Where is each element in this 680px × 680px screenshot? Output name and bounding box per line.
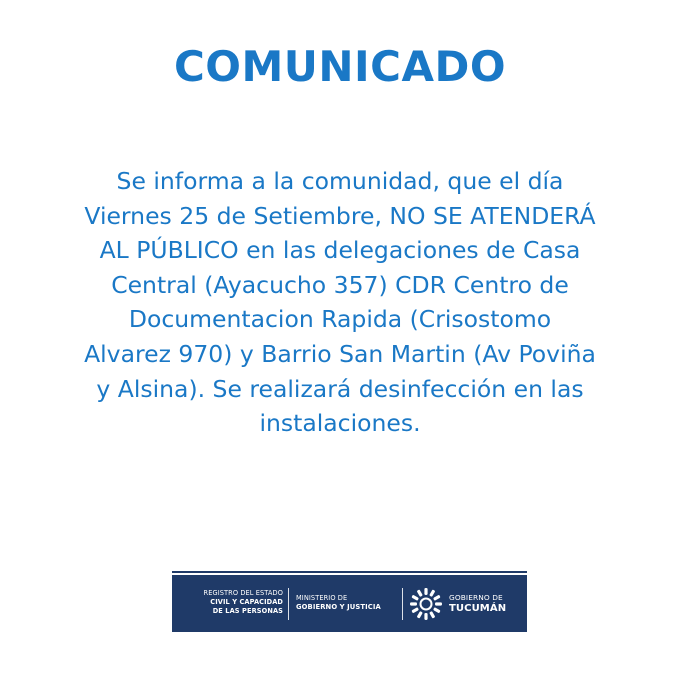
body-line: AL PÚBLICO en las delegaciones de Casa: [99, 236, 581, 265]
registro-line-1: REGISTRO DEL ESTADO: [203, 589, 283, 597]
sun-ring-icon: [408, 586, 444, 622]
gobierno-line-2: TUCUMÁN: [449, 603, 507, 614]
body-line: Alvarez 970) y Barrio San Martin (Av Poviña: [84, 339, 596, 368]
ministerio-line-1: MINISTERIO DE: [296, 594, 348, 602]
footer-divider: [402, 588, 403, 620]
body-line: Documentacion Rapida (Crisostomo: [128, 305, 552, 334]
registro-civil-logo-text: [180, 589, 283, 616]
ministerio-line-2: GOBIERNO Y JUSTICIA: [296, 603, 381, 611]
body-line: Se informa a la comunidad, que el día: [116, 167, 564, 195]
body-line: y Alsina). Se realizará desinfección en las: [96, 374, 584, 403]
ministerio-logo-text: [296, 594, 396, 612]
footer-top-rule: [172, 571, 527, 573]
page-title: COMUNICADO: [173, 42, 507, 91]
body-line: Viernes 25 de Setiembre, NO SE ATENDERÁ: [84, 201, 596, 230]
announcement-body: [40, 164, 640, 441]
footer-divider: [288, 588, 289, 620]
gobierno-tucuman-logo-text: [449, 592, 523, 614]
footer-logo-band: [172, 575, 527, 632]
body-line: instalaciones.: [259, 409, 421, 438]
registro-line-3: DE LAS PERSONAS: [212, 607, 283, 615]
registro-line-2: CIVIL Y CAPACIDAD: [210, 598, 283, 606]
body-line: Central (Ayacucho 357) CDR Centro de: [111, 270, 569, 299]
gobierno-line-1: GOBIERNO DE: [449, 593, 503, 602]
institutional-footer: [172, 571, 527, 632]
